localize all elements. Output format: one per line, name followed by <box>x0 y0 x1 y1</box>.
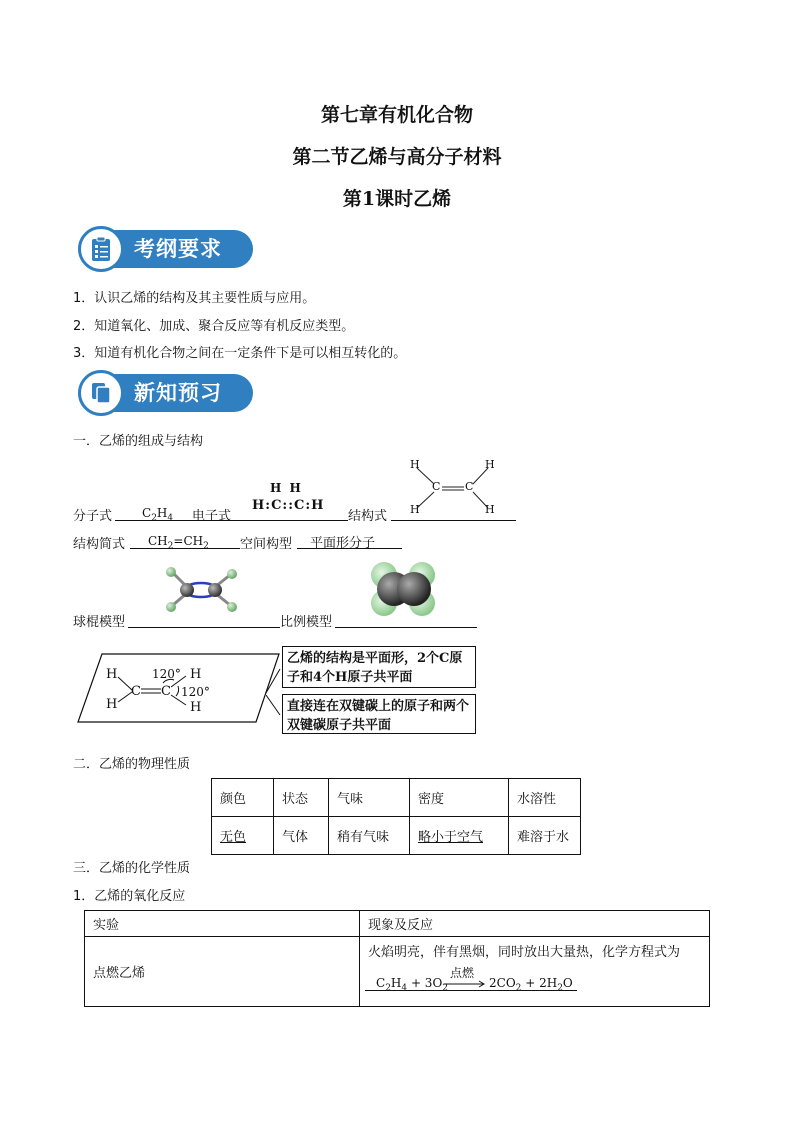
banner-label: 新知预习 <box>134 380 222 405</box>
condensed-formula-label: 结构简式 <box>73 537 126 552</box>
part2-heading: 二．乙烯的物理性质 <box>73 757 191 772</box>
part3-subheading: 1．乙烯的氧化反应 <box>73 889 186 904</box>
table-value-cell: 略小于空气 <box>418 830 484 845</box>
table-value-cell: 稍有气味 <box>329 817 410 855</box>
angle-label: 120° <box>181 685 210 699</box>
planar-atom-c: C <box>161 684 171 699</box>
table-header-cell: 颜色 <box>212 779 274 817</box>
note-box-planar: 乙烯的结构是平面形，2个C原子和4个H原子共平面 <box>282 646 476 688</box>
planar-atom-h: H <box>190 700 202 715</box>
experiment-cell: 点燃乙烯 <box>85 937 360 1007</box>
equation-left: $C_2H_4 + 3O_2$ <box>376 976 449 994</box>
phenomenon-text: 火焰明亮，伴有黑烟，同时放出大量热，化学方程式为 <box>368 945 681 960</box>
requirements-banner <box>78 226 253 272</box>
equation-right: $2CO_2 + 2H_2O$ <box>489 976 573 994</box>
banner-label: 考纲要求 <box>134 236 222 261</box>
planar-atom-h: H <box>106 697 118 712</box>
equation-condition: 点燃 <box>450 966 475 980</box>
struct-atom-h: H <box>485 503 495 516</box>
copy-documents-icon <box>78 370 124 416</box>
table-value-cell: 气体 <box>274 817 329 855</box>
table-header-cell: 现象及反应 <box>360 911 710 937</box>
shape-value: 平面形分子 <box>310 536 376 551</box>
table-header-cell: 实验 <box>85 911 360 937</box>
space-filling-model <box>362 558 444 620</box>
planar-structure-diagram <box>74 640 284 726</box>
ball-stick-model <box>155 565 245 615</box>
planar-atom-h: H <box>190 667 202 682</box>
struct-atom-h: H <box>410 458 420 471</box>
struct-atom-c: C <box>432 480 441 493</box>
angle-label: 120° <box>152 667 181 681</box>
note-box-double-bond: 直接连在双键碳上的原子和两个双键碳原子共平面 <box>282 694 476 734</box>
part3-heading: 三．乙烯的化学性质 <box>73 861 191 876</box>
struct-atom-h: H <box>410 503 420 516</box>
electron-formula-label: 电子式 <box>192 509 232 524</box>
table-header-cell: 气味 <box>329 779 410 817</box>
ball-stick-label: 球棍模型 <box>73 615 126 630</box>
clipboard-icon <box>78 226 124 272</box>
electron-formula-top: H H <box>270 481 303 495</box>
preview-banner <box>78 370 253 416</box>
electron-formula: H:C::C:H <box>252 498 325 513</box>
table-header-cell: 密度 <box>410 779 509 817</box>
section-title: 第二节乙烯与高分子材料 <box>292 146 502 168</box>
part1-heading: 一．乙烯的组成与结构 <box>73 434 204 449</box>
space-fill-label: 比例模型 <box>280 615 333 630</box>
molecular-formula-label: 分子式 <box>73 509 113 524</box>
struct-atom-c: C <box>465 480 474 493</box>
planar-atom-c: C <box>131 684 141 699</box>
table-header-cell: 水溶性 <box>509 779 581 817</box>
reaction-arrow-icon <box>444 979 488 989</box>
physical-properties-table <box>211 778 581 855</box>
chapter-title: 第七章有机化合物 <box>320 104 473 126</box>
molecular-formula: $C_2H_4$ <box>142 506 174 524</box>
requirement-item: 3．知道有机化合物之间在一定条件下是可以相互转化的。 <box>73 346 407 361</box>
structural-formula-label: 结构式 <box>348 509 388 524</box>
planar-atom-h: H <box>106 667 118 682</box>
table-header-cell: 状态 <box>274 779 329 817</box>
requirement-item: 2．知道氧化、加成、聚合反应等有机反应类型。 <box>73 319 355 334</box>
lesson-title: 第1课时乙烯 <box>342 188 452 210</box>
shape-label: 空间构型 <box>240 537 293 552</box>
condensed-formula: $CH_2=CH_2$ <box>148 534 209 552</box>
struct-atom-h: H <box>485 458 495 471</box>
table-value-cell: 难溶于水 <box>509 817 581 855</box>
table-value-cell: 无色 <box>220 830 247 845</box>
requirement-item: 1．认识乙烯的结构及其主要性质与应用。 <box>73 291 316 306</box>
